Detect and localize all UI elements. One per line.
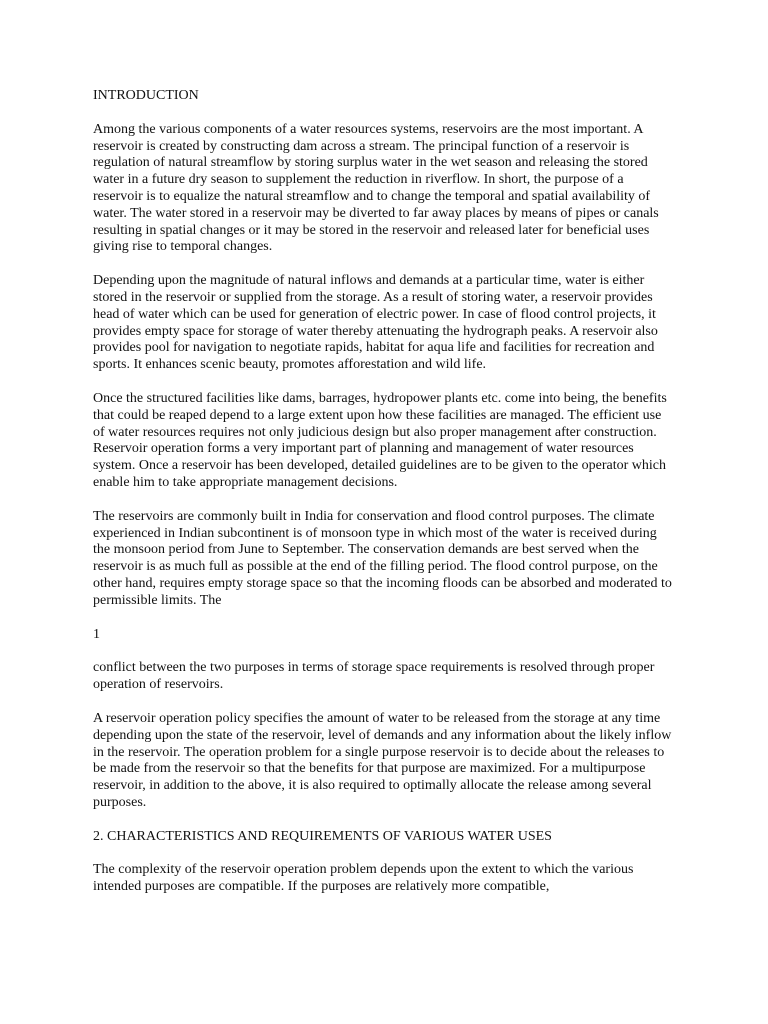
paragraph-storage-benefits: Depending upon the magnitude of natural inflows and demands at a particular time, water is either stored in the reservoir or supplied from the storage. As a result of storing water, a reservoir provides head of water which can be used for generation of electric power. In case of flood control projects, it provides empty space for storage of water thereby attenuating the hydrograph peaks. A reservoir also provides pool for navigation to negotiate rapids, habitat for aqua life and facilities for recreation and sports. It enhances scenic beauty, promotes afforestation and wild life. — [93, 273, 658, 373]
paragraph-india-reservoirs: The reservoirs are commonly built in India for conservation and flood control purposes. The climate experienced in Indian subcontinent is of monsoon type in which most of the water is received during the monsoon period from June to September. The conservation demands are best served when the reservoir is as much full as possible at the end of the filling period. The flood control purpose, on the other hand, requires empty storage space so that the incoming floods can be absorbed and moderated to permissible limits. The — [93, 508, 672, 608]
paragraph-reservoir-purpose: Among the various components of a water resources systems, reservoirs are the most important. A reservoir is created by constructing dam across a stream. The principal function of a reservoir is regulation of natural streamflow by storing surplus water in the wet season and releasing the stored water in a future dry season to supplement the reduction in riverflow. In short, the purpose of a reservoir is to equalize the natural streamflow and to change the temporal and spatial availability of water. The water stored in a reservoir may be diverted to far away places by means of pipes or canals resulting in spatial changes or it may be stored in the reservoir and released later for beneficial uses giving rise to temporal changes. — [93, 121, 659, 255]
paragraph-operation-policy: A reservoir operation policy specifies the amount of water to be released from the storage at any time depending upon the state of the reservoir, level of demands and any information about the likely inflow in the reservoir. The operation problem for a single purpose reservoir is to decide about the releases to be made from the reservoir so that the benefits for that purpose are maximized. For a multipurpose reservoir, in addition to the above, it is also required to optimally allocate the release among several purposes. — [93, 710, 672, 810]
paragraph-management: Once the structured facilities like dams, barrages, hydropower plants etc. come into being, the benefits that could be reaped depend to a large extent upon how these facilities are managed. The efficient use of water resources requires not only judicious design but also proper management after construction. Reservoir operation forms a very important part of planning and management of water resources system. Once a reservoir has been developed, detailed guidelines are to be given to the operator which enable him to take appropriate management decisions. — [93, 390, 667, 490]
intro-heading: INTRODUCTION — [93, 88, 199, 103]
paragraph-complexity: The complexity of the reservoir operation problem depends upon the extent to which the various intended purposes are compatible. If the purposes are relatively more compatible, — [93, 862, 634, 895]
page-number: 1 — [93, 626, 100, 642]
section2-heading: 2. CHARACTERISTICS AND REQUIREMENTS OF VARIOUS WATER USES — [93, 828, 552, 844]
document-page — [93, 88, 675, 913]
paragraph-conflict: conflict between the two purposes in terms of storage space requirements is resolved through proper operation of reservoirs. — [93, 660, 655, 693]
